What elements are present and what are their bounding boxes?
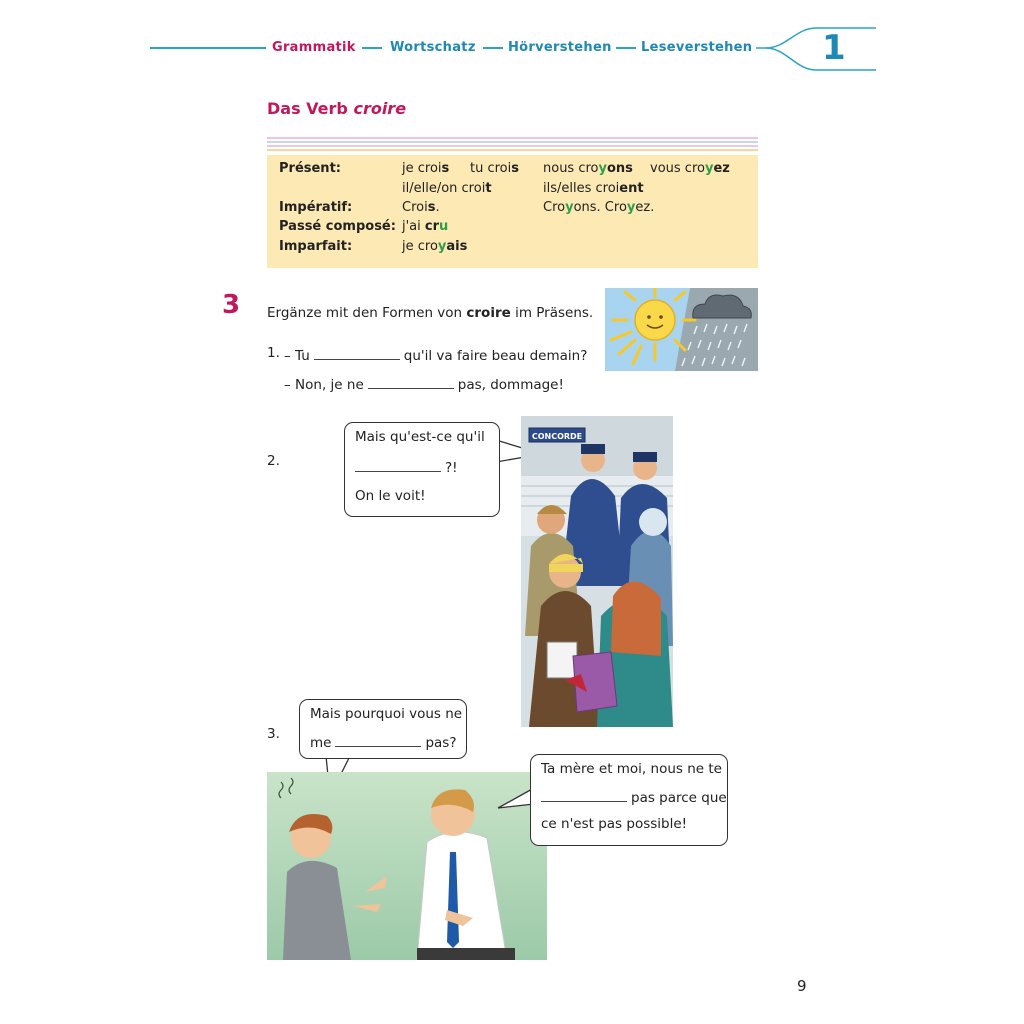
imparfait-form: je croyais [402,239,468,254]
label-present: Présent: [279,161,341,176]
speech-bubble-2: Mais qu'est-ce qu'il ?! On le voit! [344,422,500,517]
item-2-number: 2. [267,453,280,469]
present-vous: vous croyez [650,161,730,176]
header-rule-left [150,47,266,49]
speech-bubble-3a: Mais pourquoi vous ne me pas? [299,699,467,759]
blank-1b[interactable] [368,374,454,389]
present-il: il/elle/on croit [402,181,492,196]
chapter-number: 1 [822,28,846,68]
present-tu: tu crois [470,161,519,176]
present-nous: nous croyons [543,161,633,176]
nav-wortschatz: Wortschatz [390,40,476,55]
label-imparfait: Imparfait: [279,239,353,254]
item-1-line-2: – Non, je ne pas, dommage! [284,374,564,393]
label-imperatif: Impératif: [279,200,353,215]
metro-scene-illustration [521,416,673,727]
blank-2[interactable] [355,457,441,472]
nav-grammatik: Grammatik [272,40,356,55]
present-je: je crois [402,161,450,176]
grammar-box-stripes [267,137,758,155]
present-ils: ils/elles croient [543,181,644,196]
item-1-number: 1. [267,345,280,361]
imperatif-croyons: Croyons. Croyez. [543,200,655,215]
weather-illustration [605,288,758,371]
section-title: Das Verb croire [267,99,407,118]
nav-leseverstehen: Leseverstehen [641,40,753,55]
nav-hoerverstehen: Hörverstehen [508,40,612,55]
header-rule-sep-2 [483,47,503,49]
blank-3b[interactable] [541,787,627,802]
label-passe-compose: Passé composé: [279,219,396,234]
blank-1a[interactable] [314,345,400,360]
item-1-line-1: – Tu qu'il va faire beau demain? [284,345,587,364]
item-3-number: 3. [267,726,280,742]
imperatif-crois: Crois. [402,200,440,215]
chapter-tab-shape [756,24,878,74]
station-sign-text: CONCORDE [531,432,583,441]
page-number: 9 [797,977,807,995]
header-rule-sep-3 [616,47,636,49]
speech-bubble-3b: Ta mère et moi, nous ne te pas parce que ce n'est pas possible! [530,754,728,846]
exercise-instruction: Ergänze mit den Formen von croire im Präsens. [267,305,594,321]
passe-compose-form: j'ai cru [402,219,449,234]
blank-3a[interactable] [335,732,421,747]
header-rule-sep-1 [362,47,382,49]
exercise-number: 3 [222,290,241,320]
